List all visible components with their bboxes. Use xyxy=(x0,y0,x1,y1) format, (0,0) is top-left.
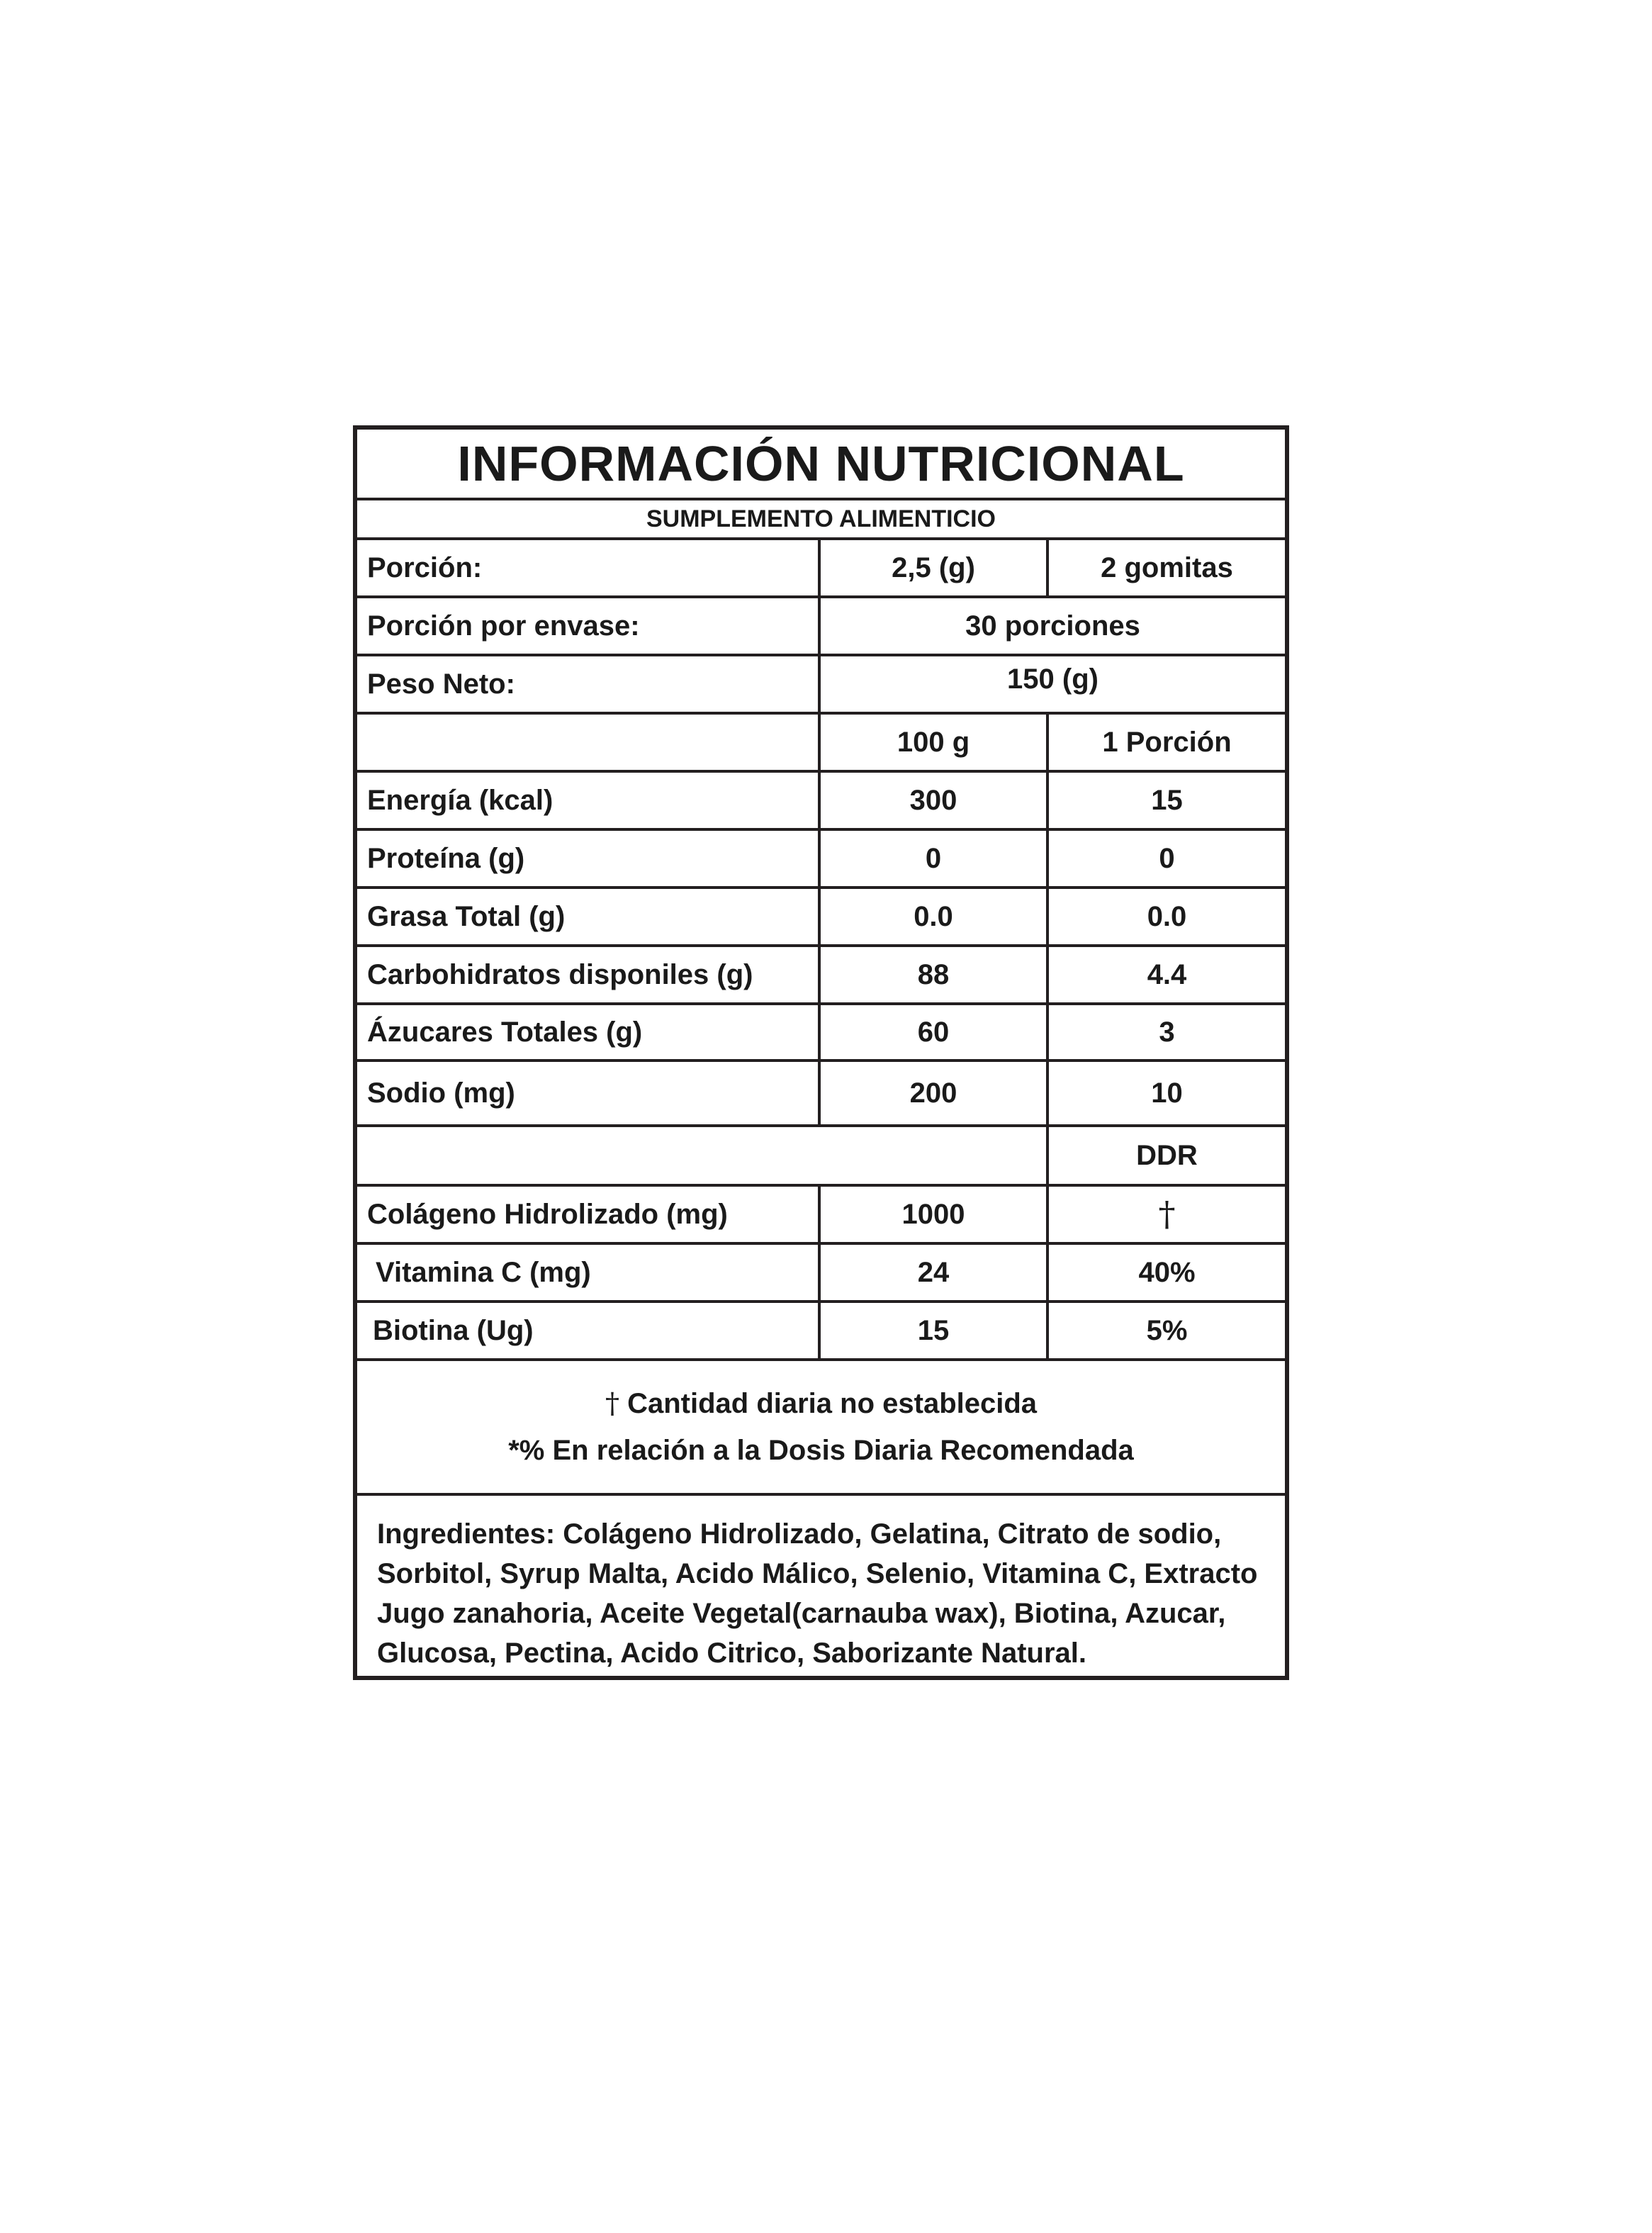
column-header-per-serving: 1 Porción xyxy=(1102,726,1232,758)
servings-per-container-row xyxy=(357,598,1285,656)
ddr-header: DDR xyxy=(1136,1139,1198,1171)
nutrient-per-serving: 0.0 xyxy=(1147,900,1187,932)
serving-units: 2 gomitas xyxy=(1101,552,1233,583)
serving-label: Porción: xyxy=(357,540,821,595)
servings-per-container-label: Porción por envase: xyxy=(357,598,821,654)
nutrient-per-serving: 4.4 xyxy=(1147,958,1187,990)
net-weight-value: 150 (g) xyxy=(1007,664,1098,695)
supplement-ddr: † xyxy=(1158,1194,1176,1234)
title-row xyxy=(357,430,1285,500)
supplement-name: Colágeno Hidrolizado (mg) xyxy=(357,1187,821,1242)
nutrient-row xyxy=(357,1005,1285,1062)
nutrient-per100: 0 xyxy=(821,831,1049,886)
supplement-name: Vitamina C (mg) xyxy=(357,1245,821,1300)
supplement-row xyxy=(357,1187,1285,1245)
servings-per-container-value: 30 porciones xyxy=(965,610,1140,642)
supplement-amount: 24 xyxy=(821,1245,1049,1300)
nutrition-label xyxy=(353,425,1289,1680)
ddr-header-row xyxy=(357,1127,1285,1187)
ingredients-text: Ingredientes: Colágeno Hidrolizado, Gelatina, Citrato de sodio, Sorbitol, Syrup Malta, Acido Málico, Selenio, Vitamina C, Extracto Jugo zanahoria, Aceite Vegetal(carnauba wax), Biotina, Azucar, Glucosa, Pectina, Acido Citrico, Saborizante Natural. xyxy=(377,1518,1258,1669)
nutrient-row xyxy=(357,831,1285,889)
supplement-amount: 15 xyxy=(821,1303,1049,1358)
dagger-symbol: † xyxy=(605,1387,619,1420)
nutrient-name: Sodio (mg) xyxy=(357,1062,821,1124)
net-weight-row xyxy=(357,656,1285,715)
nutrient-name: Grasa Total (g) xyxy=(357,889,821,944)
supplement-ddr: 5% xyxy=(1146,1314,1188,1346)
ingredients-row xyxy=(357,1496,1285,1676)
subtitle-row xyxy=(357,500,1285,540)
ddr-note: *% En relación a la Dosis Diaria Recomendada xyxy=(508,1435,1134,1466)
dagger-note-text: Cantidad diaria no establecida xyxy=(627,1388,1038,1419)
serving-row xyxy=(357,540,1285,598)
serving-grams: 2,5 (g) xyxy=(821,540,1049,595)
nutrient-per-serving: 3 xyxy=(1159,1016,1175,1048)
nutrient-row xyxy=(357,889,1285,947)
dagger-note xyxy=(605,1380,1037,1427)
label-title: INFORMACIÓN NUTRICIONAL xyxy=(457,436,1185,491)
nutrient-per100: 0.0 xyxy=(821,889,1049,944)
supplement-amount: 1000 xyxy=(821,1187,1049,1242)
column-header-blank xyxy=(357,715,821,770)
nutrient-per100: 60 xyxy=(821,1005,1049,1059)
nutrient-per100: 88 xyxy=(821,947,1049,1002)
nutrient-name: Carbohidratos disponiles (g) xyxy=(357,947,821,1002)
supplement-name: Biotina (Ug) xyxy=(357,1303,821,1358)
nutrient-name: Ázucares Totales (g) xyxy=(357,1005,821,1059)
nutrient-row xyxy=(357,773,1285,831)
nutrient-per-serving: 15 xyxy=(1151,784,1183,816)
nutrient-per100: 300 xyxy=(821,773,1049,828)
nutrient-row xyxy=(357,947,1285,1005)
nutrient-name: Energía (kcal) xyxy=(357,773,821,828)
supplement-row xyxy=(357,1245,1285,1303)
column-header-row xyxy=(357,715,1285,773)
net-weight-label: Peso Neto: xyxy=(357,656,821,712)
nutrient-per-serving: 0 xyxy=(1159,842,1175,874)
ddr-header-blank xyxy=(357,1127,1049,1184)
column-header-per100: 100 g xyxy=(821,715,1049,770)
supplement-row xyxy=(357,1303,1285,1361)
nutrient-per-serving: 10 xyxy=(1151,1077,1183,1109)
nutrient-per100: 200 xyxy=(821,1062,1049,1124)
notes-row xyxy=(357,1361,1285,1496)
label-subtitle: SUMPLEMENTO ALIMENTICIO xyxy=(646,505,996,532)
notes-block xyxy=(357,1361,1285,1493)
nutrient-row xyxy=(357,1062,1285,1127)
supplement-ddr: 40% xyxy=(1138,1256,1196,1288)
nutrient-name: Proteína (g) xyxy=(357,831,821,886)
